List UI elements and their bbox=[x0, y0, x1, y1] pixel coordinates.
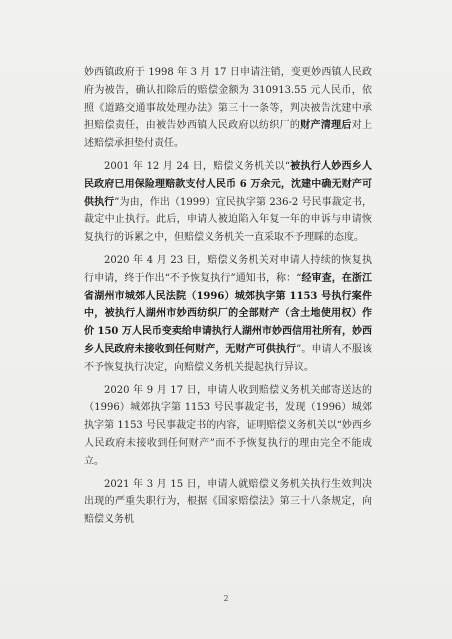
paragraph-4-text: 2020 年 9 月 17 日，申请人收到赔偿义务机关邮寄送达的（1996）城郊执字第 1153 号民事裁定书，发现（1996）城郊执字第 1153 号民事裁定书的内容，证明赔偿义务机关以“妙西乡人民政府未接收到任何财产”而不予恢复执行的理由完全不能成立。 bbox=[84, 384, 372, 467]
page-number: 2 bbox=[223, 594, 229, 603]
paragraph-4 bbox=[84, 382, 372, 471]
paragraph-1-text-end: 对上述赔偿承担垫付责任。 bbox=[84, 120, 373, 150]
paragraph-3-text-end: ”。申请人不服该不予恢复执行决定，向赔偿义务机关提起执行异议。 bbox=[84, 343, 372, 373]
paragraph-2-text-end: ”为由，作出（1999）宜民执字第 236-2 号民事裁定书，裁定中止执行。此后，申请人被迫陷入年复一年的申诉与申请恢复执行的诉累之中，但赔偿义务机关一直采取不予理睬的态度。 bbox=[84, 196, 373, 244]
paragraph-3-bold: 经审查，在浙江省湖州市城郊人民法院（1996）城郊执字第 1153 号执行案件中，被执行人湖州市妙西纺织厂的全部财产（含土地使用权）作价 150 万人民币变卖给申请执行人湖州市妙西信用社所有，妙西乡人民政府未接收到任何财产，无财产可供执行 bbox=[84, 272, 373, 355]
document-body bbox=[84, 64, 372, 534]
paragraph-1-bold: 财产清理后 bbox=[300, 120, 352, 132]
paragraph-3-text: 2020 年 4 月 23 日，赔偿义务机关对申请人持续的恢复执行申请，终于作出“不予恢复执行”通知书，称：“ bbox=[84, 254, 372, 284]
paragraph-1 bbox=[84, 64, 372, 153]
paragraph-2-text: 2001 年 12 月 24 日，赔偿义务机关以“ bbox=[104, 160, 290, 172]
paragraph-3 bbox=[84, 252, 372, 377]
paragraph-5-text: 2021 年 3 月 15 日，申请人就赔偿义务机关执行生效判决出现的严重失职行为，根据《国家赔偿法》第三十八条规定，向赔偿义务机 bbox=[84, 478, 372, 526]
paragraph-5 bbox=[84, 476, 372, 529]
paragraph-2 bbox=[84, 158, 372, 247]
paragraph-1-text: 妙西镇政府于 1998 年 3 月 17 日申请注销，变更妙西镇人民政府为被告，确认扣除后的赔偿金额为 310913.55 元人民币，依照《道路交通事故处理办法》第三十一条等，判决被告沈建中承担赔偿责任，由被告妙西镇人民政府以纺织厂的 bbox=[84, 67, 372, 132]
paragraph-2-bold: 被执行人妙西乡人民政府已用保险理赔款支付人民币 6 万余元，沈建中确无财产可供执行 bbox=[84, 160, 372, 208]
